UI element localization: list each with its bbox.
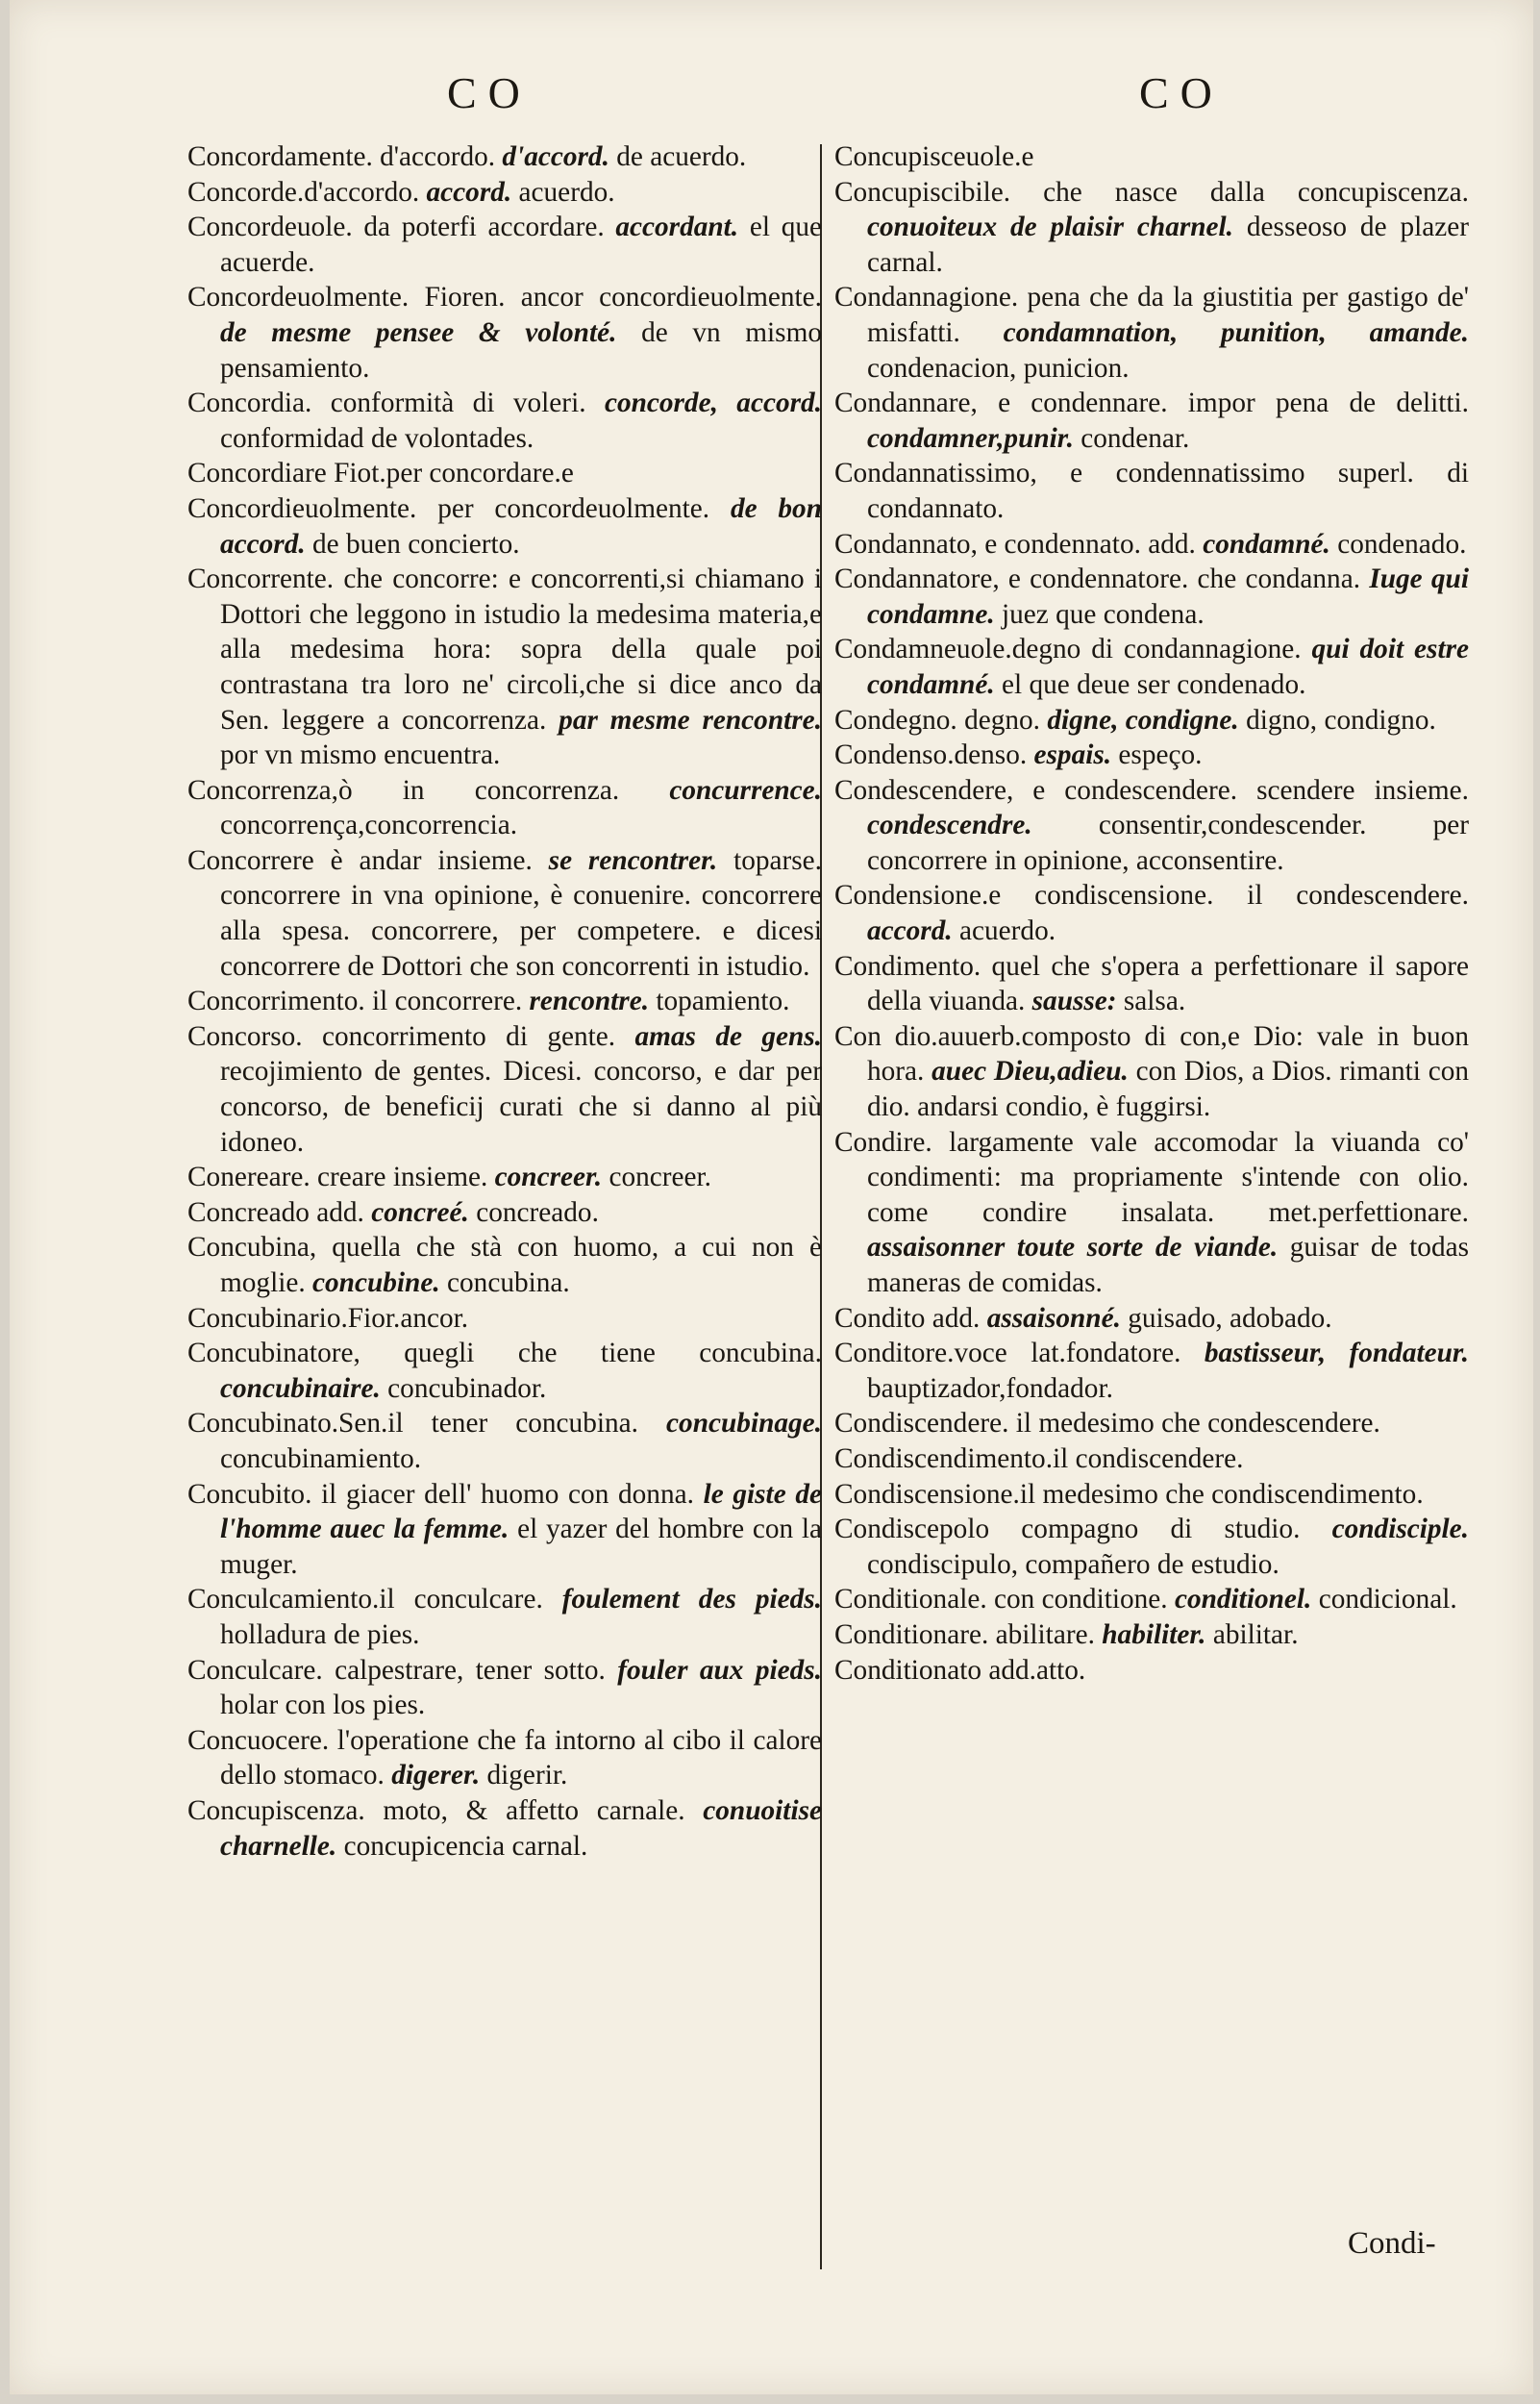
dictionary-entry [187,1336,822,1406]
dictionary-entry [187,1653,822,1723]
dictionary-entry [187,456,822,491]
dictionary-entry [834,1301,1469,1337]
entry-italian: Condamneuole.degno di condannagione. [834,634,1302,665]
entry-french: digerer. [391,1760,481,1791]
entry-spanish: guisado, adobado. [1128,1302,1332,1334]
entry-italian: Conereare. creare insieme. [187,1162,488,1193]
entry-italian: Concordeuolmente. Fioren. ancor concordieuolmente. [187,282,822,313]
entry-spanish: condenacion, punicion. [867,352,1130,384]
entry-french: concubinage. [666,1408,822,1440]
header-left: CO [447,68,532,117]
entry-italian: Conculcare. calpestrare, tener sotto. [187,1654,606,1686]
entry-italian: Condiscendere. il medesimo che condescendere. [834,1408,1380,1440]
entry-italian: Concordiare Fiot.per concordare.e [187,458,574,489]
entry-french: rencontre. [529,986,650,1017]
entry-italian: Concordia. conformità di voleri. [187,388,586,419]
entry-italian: Concubina, quella che stà con huomo, a cui non è moglie. [187,1232,822,1298]
entry-french: auec Dieu,adieu. [931,1056,1129,1088]
entry-french: concubinaire. [220,1372,381,1404]
entry-italian: Condenso.denso. [834,739,1028,771]
dictionary-entry [187,175,822,211]
entry-french: de bon accord. [220,492,822,560]
entry-italian: Concorso. concorrimento di gente. [187,1020,616,1052]
entry-french: espais. [1033,739,1112,771]
dictionary-entry [187,280,822,386]
entry-french: accord. [426,176,512,208]
dictionary-entry [834,386,1469,456]
dictionary-entry [187,491,822,562]
entry-french: Iuge qui condamne. [867,563,1469,630]
entry-spanish: guisar de todas maneras de comidas. [867,1232,1470,1298]
entry-italian: Condannagione. pena che da la giustitia per gastigo de' misfatti. [834,282,1469,348]
entry-spanish: digerir. [486,1760,568,1791]
dictionary-entry [834,280,1469,386]
entry-french: par mesme rencontre. [559,704,822,736]
entry-spanish: concubina. [447,1267,570,1298]
entry-italian: Concreado add. [187,1196,364,1228]
entry-french: sausse: [1031,986,1117,1017]
entry-italian: Concupisceuole.e [834,141,1034,172]
entry-spanish: el que deue ser condenado. [1001,668,1306,700]
dictionary-entry [187,1582,822,1652]
entry-french: amas de gens. [634,1020,822,1052]
entry-italian: Concubinatore, quegli che tiene concubina. [187,1338,822,1369]
entry-spanish: concubinamiento. [220,1442,422,1474]
entry-italian: Condito add. [834,1302,981,1334]
entry-spanish: conformidad de volontades. [220,422,534,454]
entry-spanish: concreado. [476,1196,599,1228]
entry-italian: Conculcamiento.il conculcare. [187,1584,543,1615]
entry-italian: Condiscepolo compagno di studio. [834,1514,1301,1545]
dictionary-entry [187,773,822,843]
entry-spanish: recojimiento de gentes. Dicesi. concorso, e dar per concorso, de beneficij curati che si danno al più idoneo. [220,1056,822,1158]
dictionary-entry [187,1160,822,1195]
catchword: Condi- [1348,2226,1436,2261]
entry-french: concreer. [494,1162,603,1193]
entry-french: concubine. [312,1267,440,1298]
entry-french: le giste de l'homme auec la femme. [220,1478,822,1545]
dictionary-entry [834,1512,1469,1582]
entry-spanish: de vn mismo pensamiento. [220,316,823,384]
dictionary-entry [187,1230,822,1300]
dictionary-entry [834,1441,1469,1477]
entry-french: accordant. [615,212,739,243]
entry-french: accord. [867,915,953,947]
entry-italian: Concupiscibile. che nasce dalla concupiscenza. [834,176,1469,208]
entry-spanish: salsa. [1123,986,1186,1017]
entry-french: condescendre. [867,810,1032,841]
dictionary-entry [834,1336,1469,1406]
dictionary-entry [834,1582,1469,1617]
entry-spanish: holladura de pies. [220,1618,420,1650]
dictionary-entry [187,139,822,175]
entry-italian: Concorde.d'accordo. [187,176,420,208]
entry-spanish: concupicencia carnal. [343,1830,588,1862]
entry-french: se rencontrer. [548,844,718,876]
dictionary-entry [834,562,1469,632]
entry-italian: Concorrente. che concorre: e concorrenti,si chiamano i Dottori che leggono in istudio la medesima materia,e alla medesima hora: sopra della quale poi contrastana tra loro ne' circoli,che si dice anco da Sen. leggere a concorrenza. [187,563,822,736]
entry-italian: Concubinario.Fior.ancor. [187,1302,469,1334]
entry-french: fouler aux pieds. [617,1654,822,1686]
entry-italian: Con dio.auuerb.composto di con,e Dio: vale in buon hora. [834,1020,1469,1088]
dictionary-entry [834,456,1469,526]
entry-italian: Condannatore, e condennatore. che condanna. [834,563,1361,595]
entry-spanish: desseoso de plazer carnal. [867,212,1469,278]
entry-italian: Concuocere. l'operatione che fa intorno al cibo il calore dello stomaco. [187,1724,822,1791]
entry-italian: Condiscensione.il medesimo che condiscendimento. [834,1478,1424,1510]
dictionary-entry [187,1477,822,1583]
entry-spanish: condiscipulo, compañero de estudio. [867,1548,1279,1580]
entry-french: de mesme pensee & volonté. [220,316,617,348]
dictionary-entry [834,773,1469,879]
entry-italian: Conditionale. con conditione. [834,1584,1168,1615]
dictionary-entry [187,386,822,456]
dictionary-entry [834,1125,1469,1301]
entry-french: habiliter. [1102,1618,1206,1650]
entry-spanish: con Dios, a Dios. rimanti con dio. andarsi condio, è fuggirsi. [867,1056,1470,1123]
entry-spanish: condenar. [1080,422,1190,454]
dictionary-entry [834,139,1469,175]
entry-italian: Conditore.voce lat.fondatore. [834,1338,1181,1369]
entry-spanish: acuerdo. [959,915,1056,947]
entry-spanish: de acuerdo. [616,141,747,172]
entry-french: d'accord. [502,141,609,172]
dictionary-entry [187,562,822,773]
entry-italian: Concubito. il giacer dell' huomo con donna. [187,1478,694,1510]
entry-french: concurrence. [669,774,822,806]
dictionary-entry [187,210,822,280]
entry-spanish: condicional. [1318,1584,1457,1615]
entry-italian: Concordamente. d'accordo. [187,141,496,172]
left-column [187,139,822,1864]
entry-italian: Condannato, e condennato. add. [834,528,1196,560]
entry-french: conuoitise charnelle. [220,1794,822,1862]
entry-french: qui doit estre condamné. [867,634,1469,700]
right-column [834,139,1469,1688]
entry-french: conditionel. [1174,1584,1312,1615]
entry-spanish: holar con los pies. [220,1690,426,1721]
entry-italian: Conditionato add.atto. [834,1654,1086,1686]
entry-italian: Concordeuole. da poterfi accordare. [187,212,605,243]
entry-italian: Concorrimento. il concorrere. [187,986,523,1017]
entry-french: condamné. [1203,528,1330,560]
entry-spanish: digno, condigno. [1246,704,1436,736]
dictionary-entry [187,1793,822,1864]
entry-spanish: juez que condena. [1001,598,1205,630]
entry-spanish: concreer. [609,1162,711,1193]
dictionary-entry [187,1723,822,1793]
entry-french: condisciple. [1331,1514,1469,1545]
dictionary-entry [834,1019,1469,1125]
entry-spanish: por vn mismo encuentra. [220,739,501,771]
entry-spanish: espeço. [1118,739,1203,771]
dictionary-entry [834,527,1469,563]
dictionary-entry [187,1406,822,1476]
dictionary-entry [834,1653,1469,1689]
entry-italian: Condannatissimo, e condennatissimo superl. di condannato. [834,458,1469,524]
entry-french: assaisonner toute sorte de viande. [867,1232,1279,1264]
entry-french: condamner,punir. [867,422,1074,454]
entry-italian: Concupiscenza. moto, & affetto carnale. [187,1794,685,1826]
dictionary-page [10,0,1533,2394]
entry-italian: Condescendere, e condescendere. scendere insieme. [834,774,1469,806]
entry-spanish: concorrença,concorrencia. [220,810,518,841]
entry-french: concreé. [371,1196,469,1228]
dictionary-entry [187,1019,822,1160]
entry-italian: Condiscendimento.il condiscendere. [834,1442,1244,1474]
entry-italian: Concorrenza,ò in concorrenza. [187,774,620,806]
entry-french: concorde, accord. [604,388,822,419]
entry-italian: Condannare, e condennare. impor pena de delitti. [834,388,1469,419]
dictionary-entry [834,632,1469,702]
entry-french: condamnation, punition, amande. [1003,316,1469,348]
dictionary-entry [834,1406,1469,1441]
dictionary-entry [187,984,822,1019]
entry-spanish: toparse. concorrere in vna opinione, è conuenire. concorrere alla spesa. concorrere, per competere. e dicesi concorrere de Dottori che son concorrenti in istudio. [220,844,823,982]
entry-italian: Concordieuolmente. per concordeuolmente. [187,492,710,524]
entry-french: foulement des pieds. [561,1584,822,1615]
entry-italian: Condegno. degno. [834,704,1041,736]
dictionary-entry [834,703,1469,739]
entry-spanish: topamiento. [656,986,790,1017]
dictionary-entry [187,1301,822,1337]
entry-spanish: el que acuerde. [220,212,822,278]
entry-spanish: condenado. [1337,528,1467,560]
entry-spanish: consentir,condescender. per concorrere in opinione, acconsentire. [867,810,1469,876]
dictionary-entry [834,175,1469,281]
entry-spanish: de buen concierto. [312,528,520,560]
entry-spanish: concubinador. [387,1372,547,1404]
entry-italian: Concorrere è andar insieme. [187,844,533,876]
dictionary-entry [187,843,822,984]
dictionary-entry [834,738,1469,773]
entry-french: digne, condigne. [1047,704,1239,736]
entry-italian: Concubinato.Sen.il tener concubina. [187,1408,638,1440]
dictionary-entry [834,1617,1469,1653]
entry-italian: Condire. largamente vale accomodar la viuanda co' condimenti: ma propriamente s'intende con olio. come condire insalata. met.perfettionare. [834,1126,1469,1228]
entry-spanish: abilitar. [1212,1618,1299,1650]
entry-italian: Condensione.e condiscensione. il condescendere. [834,880,1469,912]
entry-italian: Condimento. quel che s'opera a perfettionare il sapore della viuanda. [834,950,1469,1017]
dictionary-entry [834,878,1469,948]
dictionary-entry [834,1477,1469,1513]
entry-spanish: bauptizador,fondador. [867,1372,1113,1404]
entry-italian: Conditionare. abilitare. [834,1618,1095,1650]
header-right: CO [1139,68,1224,117]
entry-french: conuoiteux de plaisir charnel. [867,212,1234,243]
entry-spanish: acuerdo. [518,176,615,208]
entry-spanish: el yazer del hombre con la muger. [220,1514,823,1580]
entry-french: bastisseur, fondateur. [1204,1338,1470,1369]
dictionary-entry [187,1195,822,1231]
dictionary-entry [834,949,1469,1019]
entry-french: assaisonné. [986,1302,1121,1334]
